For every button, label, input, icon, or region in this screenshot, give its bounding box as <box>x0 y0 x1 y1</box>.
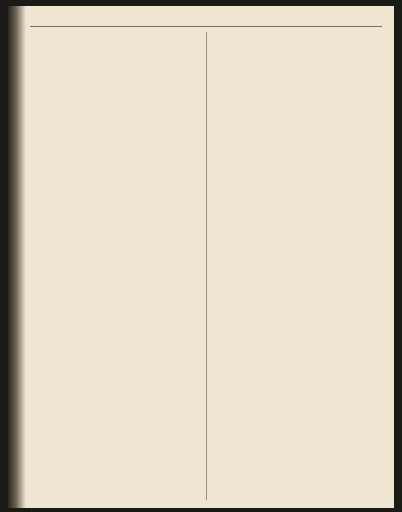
paragraph <box>217 382 383 412</box>
paragraph <box>217 277 383 307</box>
page-header <box>30 12 382 27</box>
paragraph <box>217 102 383 132</box>
paragraph <box>30 137 196 167</box>
paragraph <box>217 417 383 447</box>
book-page <box>8 6 394 508</box>
left-column <box>30 32 196 500</box>
paragraph <box>30 207 196 237</box>
paragraph <box>30 67 196 97</box>
paragraph <box>217 242 383 272</box>
paragraph <box>217 312 383 342</box>
right-column <box>217 32 383 500</box>
paragraph <box>30 417 196 447</box>
paragraph <box>217 207 383 237</box>
paragraph <box>30 312 196 342</box>
paragraph <box>30 347 196 377</box>
paragraph <box>30 382 196 412</box>
binding-shadow <box>8 6 26 508</box>
paragraph <box>217 137 383 167</box>
paragraph <box>217 67 383 97</box>
text-columns <box>30 32 382 500</box>
paragraph <box>217 32 383 62</box>
paragraph <box>217 172 383 202</box>
paragraph <box>30 277 196 307</box>
paragraph <box>30 172 196 202</box>
paragraph <box>30 102 196 132</box>
column-rule <box>206 32 207 500</box>
paragraph <box>30 32 196 62</box>
paragraph <box>30 242 196 272</box>
paragraph <box>217 347 383 377</box>
